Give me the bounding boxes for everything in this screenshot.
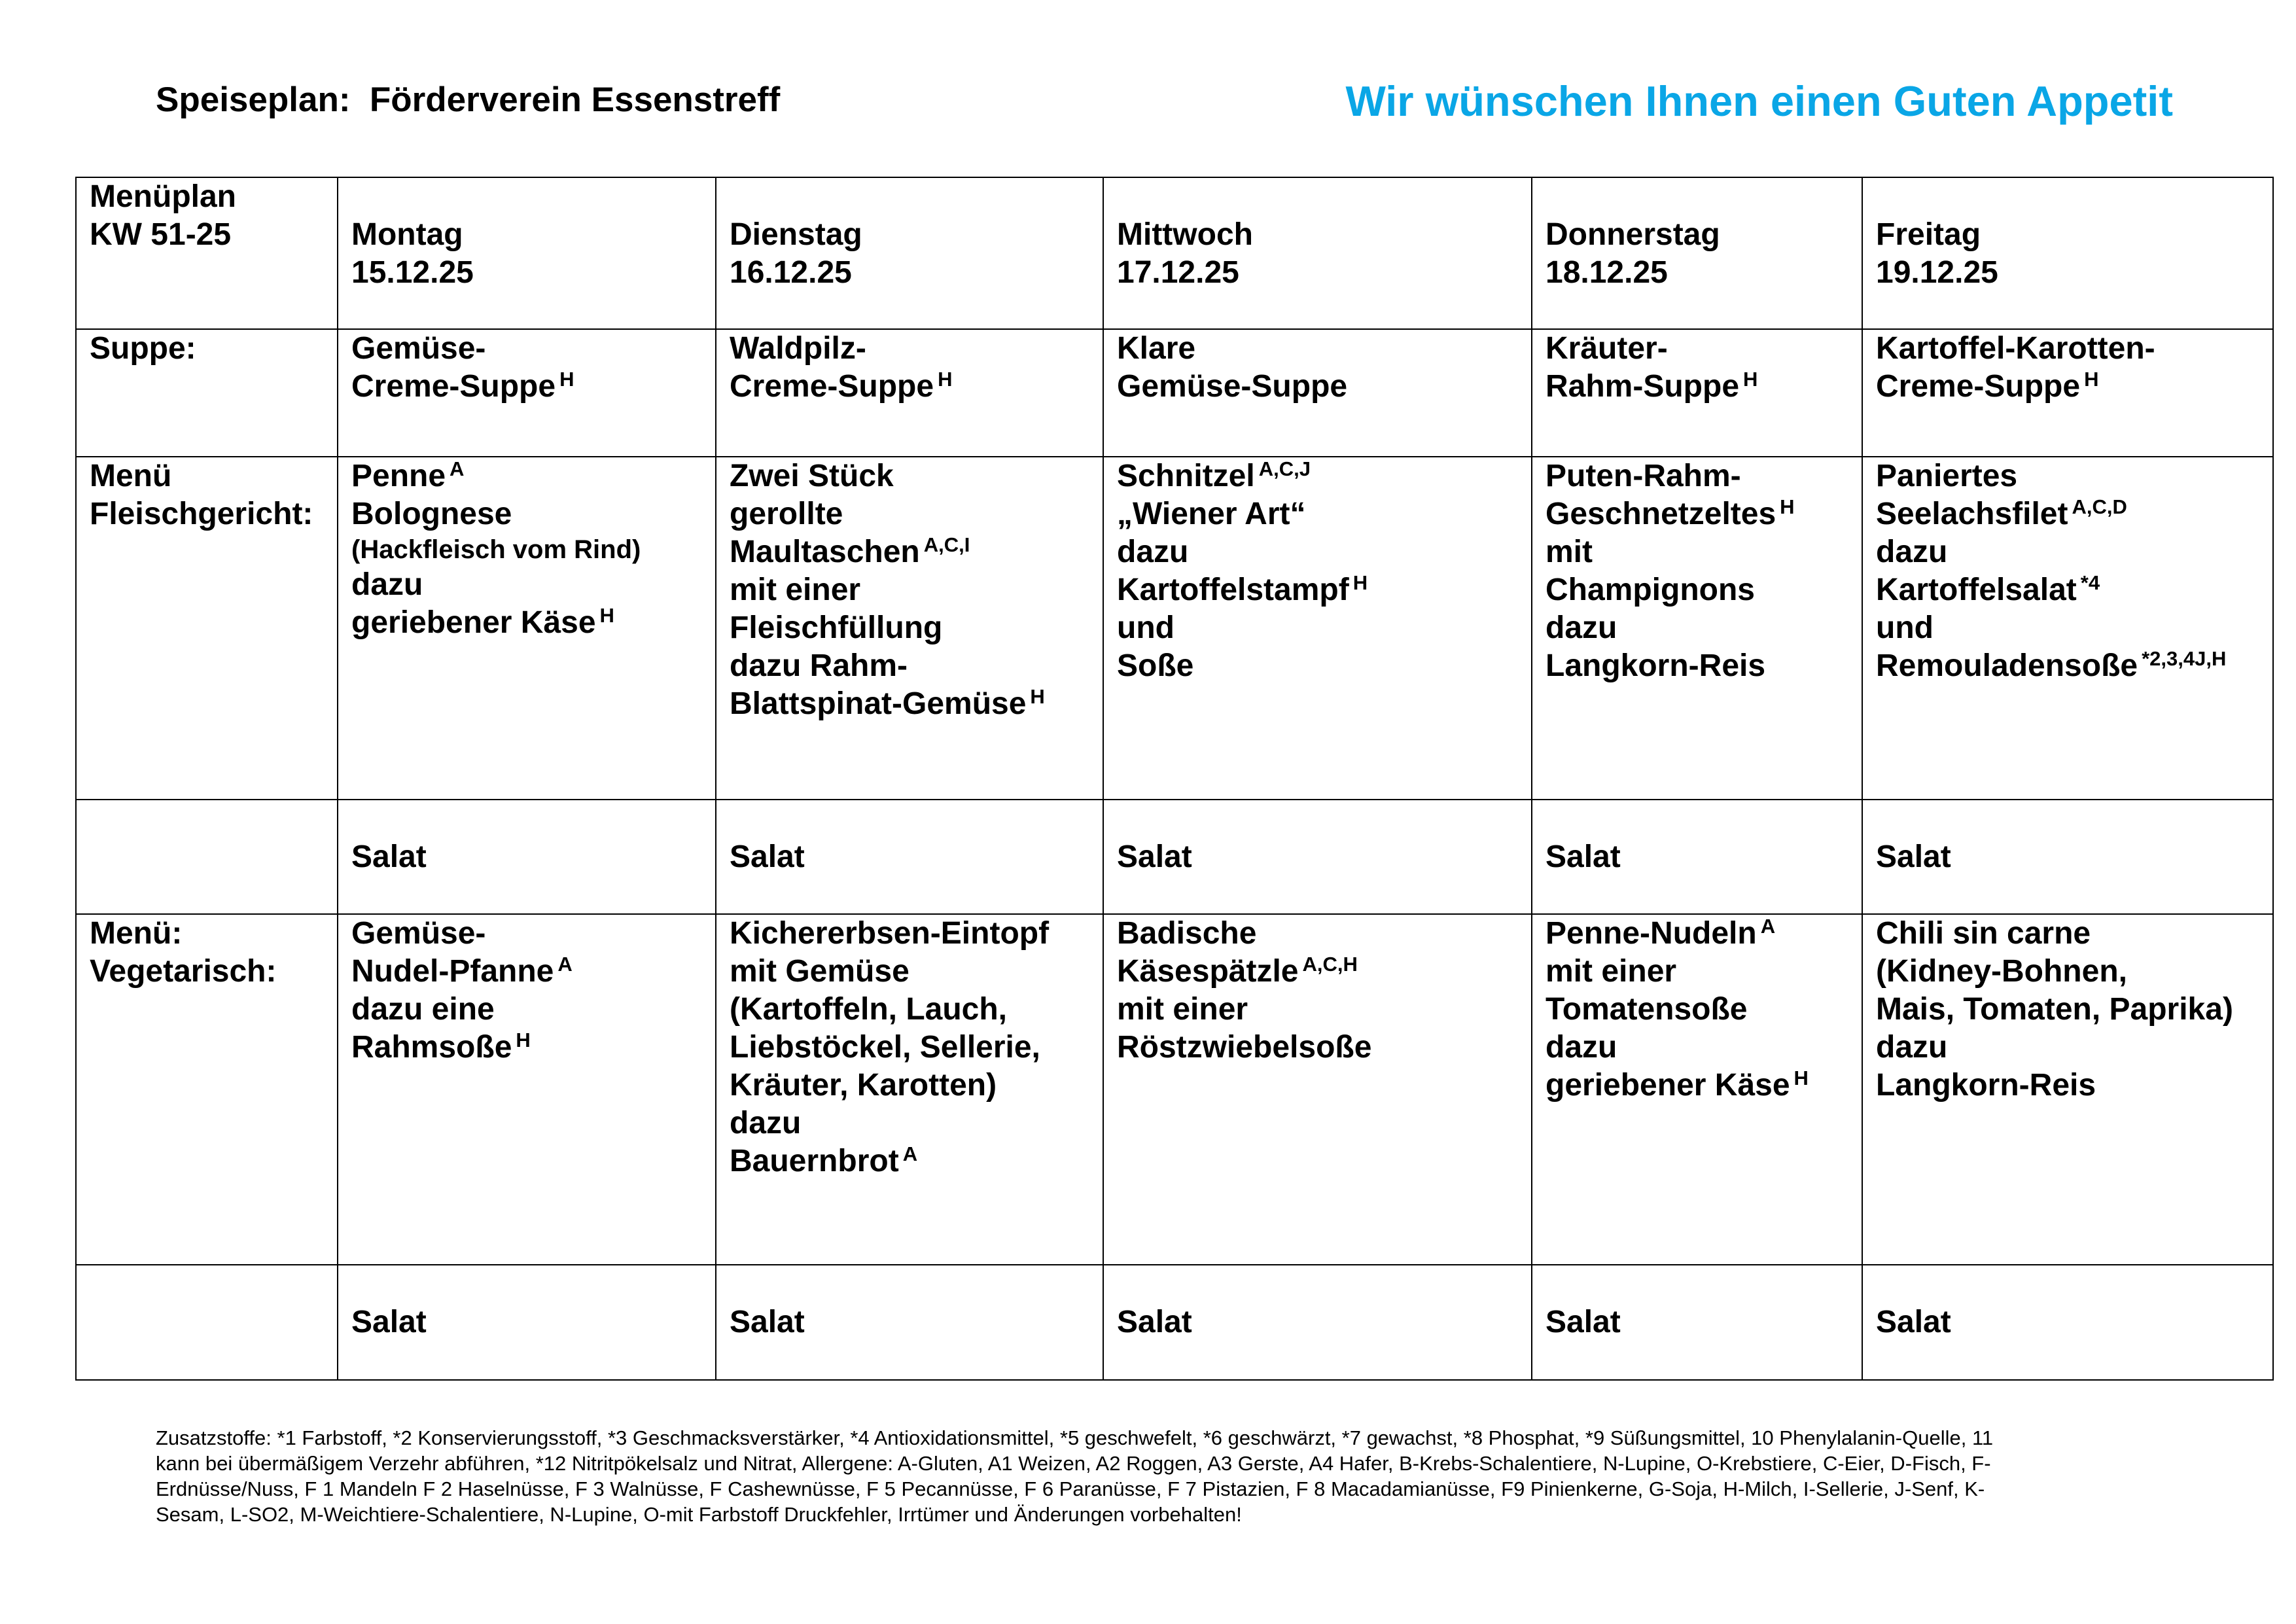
dish-text: Penne-Nudeln [1545,916,1757,951]
dish-text: Liebstöckel, Sellerie, [730,1030,1040,1065]
row-label: Fleischgericht: [90,497,313,531]
row-label-empty [76,1265,338,1380]
dish-line [1117,991,1518,1029]
dish-line [1876,915,2259,953]
dish-text: mit Gemüse [730,954,910,989]
dish-line [1876,457,2259,495]
dish-text: Creme-Suppe [1876,369,2081,404]
dish-text: dazu [1545,610,1617,645]
dish-text: Kartoffelsalat [1876,573,2077,607]
day-header [1862,177,2273,329]
dish-text: Creme-Suppe [730,369,934,404]
dish-line [730,647,1089,685]
dish-line [1117,915,1518,953]
dish-text: geriebener Käse [351,605,596,640]
dish-line [351,330,702,368]
dish-text: Zwei Stück [730,459,894,493]
dish-text: dazu [1876,535,1948,569]
dish-text: dazu [1117,535,1189,569]
allergen-code: H [1030,685,1045,708]
dish-line [1545,953,1848,991]
allergen-code: A [557,953,573,976]
day-date: 17.12.25 [1117,255,1239,290]
dish-text: Mais, Tomaten, Paprika) [1876,992,2233,1027]
dish-text: Kartoffel-Karotten- [1876,331,2155,366]
dish-text: Seelachsfilet [1876,497,2068,531]
footnote-line: kann bei übermäßigem Verzehr abführen, *12 Nitritpökelsalz und Nitrat, Allergene: A-Gluten, A1 Weizen, A2 Roggen, A3 Gerste, A4 Hafer, B-Krebs-Schalentiere, N-Lupine, O-Krebstiere, C-Eier, D-Fisch, F- [156,1452,1991,1475]
dish-text: (Hackfleisch vom Rind) [351,535,641,564]
salad-cell: Salat [338,1265,716,1380]
salad-cell: Salat [716,800,1103,914]
allergen-code: A,C,D [2072,495,2127,518]
row-label-veg [76,914,338,1265]
row-label-soup [76,329,338,457]
allergen-code: H [938,368,953,391]
dish-cell [1532,457,1862,800]
dish-line [1545,915,1848,953]
dish-cell [1532,914,1862,1265]
allergen-code: H [599,604,614,627]
dish-line [351,368,702,406]
dish-cell [338,457,716,800]
dish-text: mit einer [1117,992,1248,1027]
dish-line [1117,647,1518,685]
row-label-empty [76,800,338,914]
footnote-line: Sesam, L-SO2, M-Weichtiere-Schalentiere, N-Lupine, O-mit Farbstoff Druckfehler, Irrtümer und Änderungen vorbehalten! [156,1503,1242,1526]
allergen-code: *2,3,4J,H [2142,647,2227,670]
salad-row [76,1265,2273,1380]
dish-cell [1532,329,1862,457]
day-header [338,177,716,329]
allergen-code: A [1760,915,1776,938]
dish-line [1545,647,1848,685]
dish-cell [1862,457,2273,800]
dish-line [351,566,702,604]
dish-cell [1103,457,1532,800]
dish-text: Soße [1117,648,1194,683]
dish-text: (Kartoffeln, Lauch, [730,992,1008,1027]
dish-cell [716,329,1103,457]
allergen-code: H [1352,571,1368,594]
dish-line [351,915,702,953]
dish-line [351,457,702,495]
dish-line [1117,953,1518,991]
dish-text: Maultaschen [730,535,920,569]
week-label: KW 51-25 [90,217,232,252]
allergen-code: H [2084,368,2099,391]
salad-cell: Salat [1532,1265,1862,1380]
dish-text: Rahm-Suppe [1545,369,1740,404]
dish-text: Blattspinat-Gemüse [730,686,1027,721]
allergen-code: H [1743,368,1758,391]
soup-row [76,329,2273,457]
allergen-code: A [902,1142,918,1165]
salad-cell: Salat [1103,1265,1532,1380]
dish-text: mit einer [730,573,861,607]
dish-text: gerollte [730,497,843,531]
row-label: Menü: [90,916,183,951]
allergen-code: A,C,I [923,533,970,556]
day-header [1532,177,1862,329]
dish-line [730,1029,1089,1067]
meat-row [76,457,2273,800]
dish-text: dazu [351,567,423,602]
salad-cell: Salat [1103,800,1532,914]
allergen-code: H [1793,1067,1809,1089]
dish-line [730,991,1089,1029]
dish-cell [1862,914,2273,1265]
dish-text: Langkorn-Reis [1876,1068,2096,1103]
dish-text: dazu [1876,1030,1948,1065]
dish-line [1117,495,1518,533]
dish-text: Creme-Suppe [351,369,556,404]
dish-line [1545,495,1848,533]
dish-line [351,533,702,566]
dish-line [351,953,702,991]
dish-cell [338,329,716,457]
dish-line [1876,533,2259,571]
corner-cell [76,177,338,329]
dish-text: Kräuter, Karotten) [730,1068,997,1103]
dish-line [1545,533,1848,571]
dish-text: Röstzwiebelsoße [1117,1030,1372,1065]
row-label: Menü [90,459,172,493]
dish-text: Nudel-Pfanne [351,954,554,989]
day-date: 15.12.25 [351,255,474,290]
dish-line [1117,368,1518,406]
dish-text: Badische [1117,916,1257,951]
dish-text: Kichererbsen-Eintopf [730,916,1050,951]
dish-line [730,457,1089,495]
dish-text: mit einer [1545,954,1677,989]
dish-text: Penne [351,459,446,493]
dish-text: Rahmsoße [351,1030,512,1065]
dish-line [1545,571,1848,609]
dish-text: Gemüse- [351,916,486,951]
dish-text: Remouladensoße [1876,648,2138,683]
dish-text: Käsespätzle [1117,954,1299,989]
dish-text: dazu [730,1106,802,1140]
dish-line [351,604,702,642]
dish-line [1545,991,1848,1029]
salad-cell: Salat [1532,800,1862,914]
dish-text: mit [1545,535,1593,569]
allergen-code: H [1780,495,1795,518]
dish-line [730,368,1089,406]
dish-text: „Wiener Art“ [1117,497,1306,531]
dish-line [1117,457,1518,495]
allergen-code: A [450,457,465,480]
dish-line [1876,609,2259,647]
dish-text: und [1117,610,1174,645]
dish-text: dazu Rahm- [730,648,908,683]
row-label: Suppe: [90,331,196,366]
dish-line [351,495,702,533]
dish-text: Paniertes [1876,459,2018,493]
slogan: Wir wünschen Ihnen einen Guten Appetit [1345,77,2173,125]
dish-line [1545,330,1848,368]
salad-row [76,800,2273,914]
dish-line [351,1029,702,1067]
dish-line [351,991,702,1029]
dish-line [730,1104,1089,1142]
day-name: Donnerstag [1545,217,1720,252]
dish-text: dazu eine [351,992,495,1027]
allergen-code: H [516,1029,531,1051]
dish-text: Klare [1117,331,1196,366]
dish-text: Bauernbrot [730,1144,899,1178]
page-title: Speiseplan: Förderverein Essenstreff [156,80,781,119]
dish-text: und [1876,610,1934,645]
dish-line [1876,368,2259,406]
dish-line [730,685,1089,723]
dish-line [1545,457,1848,495]
dish-text: Kartoffelstampf [1117,573,1349,607]
vegetarian-row [76,914,2273,1265]
salad-cell: Salat [338,800,716,914]
dish-text: Waldpilz- [730,331,866,366]
day-name: Dienstag [730,217,862,252]
dish-line [1545,1029,1848,1067]
dish-cell [338,914,716,1265]
allergen-code: A,C,H [1302,953,1358,976]
dish-line [1876,330,2259,368]
day-header [1103,177,1532,329]
dish-cell [716,457,1103,800]
dish-text: Kräuter- [1545,331,1668,366]
salad-cell: Salat [1862,1265,2273,1380]
row-label-meat [76,457,338,800]
dish-line [730,915,1089,953]
dish-line [730,495,1089,533]
dish-text: Langkorn-Reis [1545,648,1766,683]
dish-text: Fleischfüllung [730,610,943,645]
dish-line [730,533,1089,571]
salad-cell: Salat [1862,800,2273,914]
row-label: Vegetarisch: [90,954,277,989]
dish-line [1876,1067,2259,1104]
dish-line [1876,571,2259,609]
day-header [716,177,1103,329]
dish-text: (Kidney-Bohnen, [1876,954,2127,989]
dish-line [1545,1067,1848,1104]
dish-text: Bolognese [351,497,512,531]
salad-cell: Salat [716,1265,1103,1380]
dish-line [1117,533,1518,571]
day-date: 18.12.25 [1545,255,1668,290]
day-name: Montag [351,217,463,252]
dish-line [1545,368,1848,406]
dish-text: Gemüse-Suppe [1117,369,1348,404]
day-name: Mittwoch [1117,217,1253,252]
dish-cell [1103,914,1532,1265]
dish-text: Champignons [1545,573,1755,607]
dish-text: Puten-Rahm- [1545,459,1741,493]
dish-line [1876,991,2259,1029]
dish-line [730,1142,1089,1180]
footnote-line: Erdnüsse/Nuss, F 1 Mandeln F 2 Haselnüsse, F 3 Walnüsse, F Cashewnüsse, F 5 Pecannüsse, F 6 Paranüsse, F 7 Pistazien, F 8 Macadamianüsse, F9 Pinienkerne, G-Soja, H-Milch, I-Sellerie, J-Senf, K- [156,1477,1985,1500]
footnote-line: Zusatzstoffe: *1 Farbstoff, *2 Konservierungsstoff, *3 Geschmacksverstärker, *4 Antioxidationsmittel, *5 geschwefelt, *6 geschwärzt, *7 gewachst, *8 Phosphat, *9 Süßungsmittel, 10 Phenylalanin-Quelle, 11 [156,1426,1994,1449]
dish-text: Schnitzel [1117,459,1255,493]
allergen-code: A,C,J [1258,457,1311,480]
menu-table [75,177,2274,1381]
day-date: 19.12.25 [1876,255,1998,290]
dish-text: geriebener Käse [1545,1068,1790,1103]
dish-line [1876,1029,2259,1067]
header-row [76,177,2273,329]
dish-cell [1862,329,2273,457]
dish-line [730,609,1089,647]
dish-line [730,571,1089,609]
dish-line [730,1067,1089,1104]
day-date: 16.12.25 [730,255,852,290]
dish-text: Chili sin carne [1876,916,2091,951]
dish-line [1117,330,1518,368]
dish-text: Tomatensoße [1545,992,1748,1027]
corner-label: Menüplan [90,179,236,214]
dish-line [730,953,1089,991]
dish-cell [716,914,1103,1265]
dish-line [1117,609,1518,647]
allergen-footnote [156,1425,2151,1527]
dish-cell [1103,329,1532,457]
dish-line [1876,495,2259,533]
dish-text: Geschnetzeltes [1545,497,1776,531]
allergen-code: H [559,368,574,391]
dish-line [1117,1029,1518,1067]
dish-text: dazu [1545,1030,1617,1065]
dish-line [1545,609,1848,647]
day-name: Freitag [1876,217,1981,252]
dish-text: Gemüse- [351,331,486,366]
dish-line [1876,953,2259,991]
allergen-code: *4 [2080,571,2100,594]
dish-line [1876,647,2259,685]
dish-line [730,330,1089,368]
dish-line [1117,571,1518,609]
